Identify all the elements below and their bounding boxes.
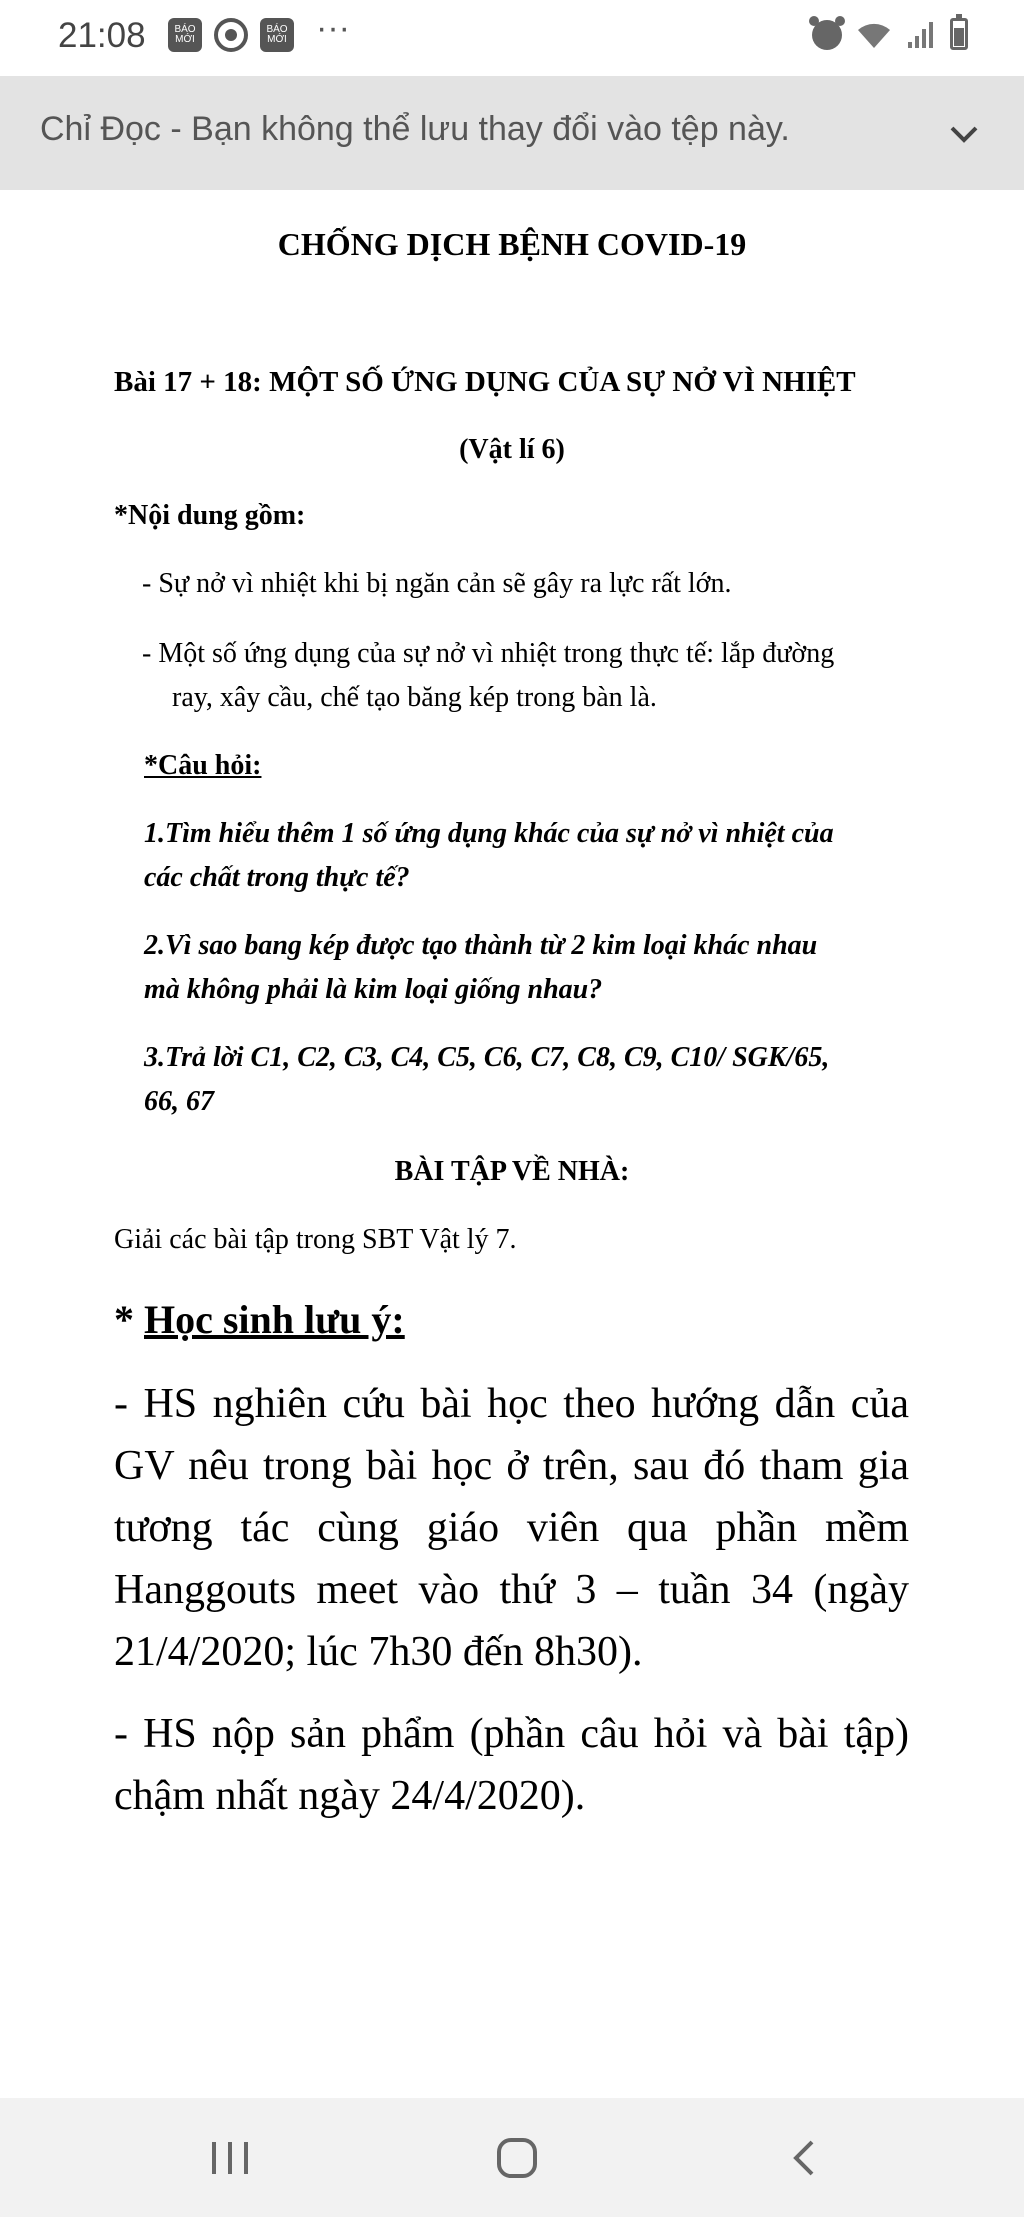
lesson-title: Bài 17 + 18: MỘT SỐ ỨNG DỤNG CỦA SỰ NỞ VÌ NHIỆT <box>114 366 856 398</box>
home-button[interactable] <box>487 2128 547 2188</box>
back-button[interactable] <box>774 2128 834 2188</box>
note-paragraph: - HS nộp sản phẩm (phần câu hỏi và bài tập) <box>114 1711 909 1757</box>
question-3: 66, 67 <box>144 1086 214 1117</box>
question-1: các chất trong thực tế? <box>144 862 410 893</box>
recent-apps-button[interactable] <box>200 2128 260 2188</box>
sync-icon <box>214 18 248 52</box>
note-paragraph: GV nêu trong bài học ở trên, sau đó tham gia <box>114 1443 909 1489</box>
homework-text: Giải các bài tập trong SBT Vật lý 7. <box>114 1224 517 1255</box>
note-heading <box>114 1296 405 1343</box>
note-paragraph: - HS nghiên cứu bài học theo hướng dẫn của <box>114 1381 909 1427</box>
back-icon <box>784 2136 824 2180</box>
question-2: mà không phải là kim loại giống nhau? <box>144 974 603 1005</box>
news-app-icon: BÁO MỚI <box>260 18 294 52</box>
question-2: 2.Vì sao bang kép được tạo thành từ 2 kim loại khác nhau <box>144 930 818 961</box>
status-bar <box>0 0 1024 76</box>
questions-label: *Câu hỏi: <box>144 750 262 781</box>
homework-title: BÀI TẬP VỀ NHÀ: <box>394 1156 630 1187</box>
more-notifications-icon: ··· <box>316 8 350 47</box>
question-3: 3.Trả lời C1, C2, C3, C4, C5, C6, C7, C8, C9, C10/ SGK/65, <box>144 1042 830 1073</box>
note-paragraph: 21/4/2020; lúc 7h30 đến 8h30). <box>114 1629 643 1675</box>
content-item: - Sự nở vì nhiệt khi bị ngăn cản sẽ gây ra lực rất lớn. <box>142 568 732 599</box>
wifi-icon <box>856 20 892 50</box>
news-app-icon: BÁO MỚI <box>168 18 202 52</box>
status-time: 21:08 <box>58 16 146 55</box>
read-only-banner[interactable] <box>0 76 1024 190</box>
content-item: ray, xây cầu, chế tạo băng kép trong bàn là. <box>172 682 657 713</box>
read-only-message: Chỉ Đọc - Bạn không thể lưu thay đổi vào tệp này. <box>40 110 790 148</box>
subject-label: (Vật lí 6) <box>459 434 565 465</box>
notification-icons <box>168 8 350 52</box>
navigation-bar <box>0 2098 1024 2217</box>
note-paragraph: Hanggouts meet vào thứ 3 – tuần 34 (ngày <box>114 1567 909 1613</box>
content-item: - Một số ứng dụng của sự nở vì nhiệt trong thực tế: lắp đường <box>142 638 835 669</box>
note-star: * <box>114 1297 144 1342</box>
note-paragraph: chậm nhất ngày 24/4/2020). <box>114 1773 586 1819</box>
signal-icon <box>906 20 936 50</box>
chevron-down-icon[interactable] <box>944 114 984 154</box>
note-label: Học sinh lưu ý: <box>144 1297 405 1342</box>
battery-icon <box>950 18 968 50</box>
system-icons <box>812 18 968 50</box>
alarm-icon <box>812 20 842 50</box>
home-icon <box>495 2136 539 2180</box>
question-1: 1.Tìm hiểu thêm 1 số ứng dụng khác của sự nở vì nhiệt của <box>144 818 834 849</box>
recent-apps-icon <box>208 2138 252 2178</box>
content-label: *Nội dung gồm: <box>114 500 306 531</box>
note-paragraph: tương tác cùng giáo viên qua phần mềm <box>114 1505 909 1551</box>
document-heading: CHỐNG DỊCH BỆNH COVID-19 <box>277 226 747 262</box>
